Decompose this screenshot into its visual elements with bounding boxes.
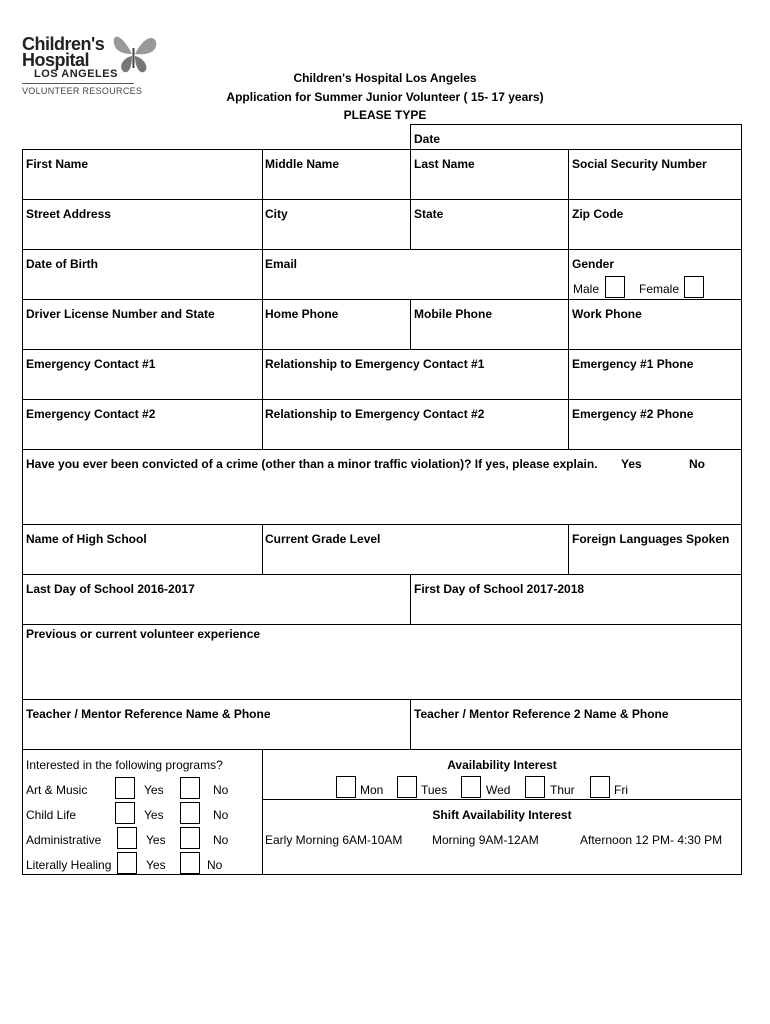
program-child-life-label: Child Life	[26, 808, 77, 822]
day-tues-label: Tues	[421, 783, 448, 797]
day-thur-label: Thur	[550, 783, 575, 797]
shift-heading: Shift Availability Interest	[432, 808, 572, 822]
gender-label: Gender	[572, 257, 615, 271]
program-no-label: No	[213, 833, 229, 847]
emergency-2-phone-label: Emergency #2 Phone	[572, 407, 694, 421]
form-title: Application for Summer Junior Volunteer ( 15- 17 years)	[226, 90, 544, 104]
availability-heading: Availability Interest	[447, 758, 557, 772]
city-label: City	[265, 207, 288, 221]
program-art-music-yes-checkbox[interactable]	[115, 777, 135, 799]
first-day-label: First Day of School 2017-2018	[414, 582, 585, 596]
program-no-label: No	[213, 783, 229, 797]
street-address-label: Street Address	[26, 207, 111, 221]
dob-label: Date of Birth	[26, 257, 98, 271]
middle-name-label: Middle Name	[265, 157, 340, 171]
home-phone-label: Home Phone	[265, 307, 339, 321]
high-school-label: Name of High School	[26, 532, 147, 546]
emergency-1-relationship-label: Relationship to Emergency Contact #1	[265, 357, 485, 371]
day-mon-checkbox[interactable]	[336, 776, 356, 798]
program-administrative-no-checkbox[interactable]	[180, 827, 200, 849]
first-name-label: First Name	[26, 157, 89, 171]
emergency-2-relationship-label: Relationship to Emergency Contact #2	[265, 407, 485, 421]
day-wed-label: Wed	[486, 783, 511, 797]
programs-heading: Interested in the following programs?	[26, 758, 223, 772]
shift-early-morning: Early Morning 6AM-10AM	[265, 833, 403, 847]
instruction: PLEASE TYPE	[343, 108, 427, 122]
languages-label: Foreign Languages Spoken	[572, 532, 730, 546]
org-name: Children's Hospital Los Angeles	[293, 71, 477, 85]
program-child-life-yes-checkbox[interactable]	[115, 802, 135, 824]
shift-afternoon: Afternoon 12 PM- 4:30 PM	[580, 833, 723, 847]
emergency-contact-2-label: Emergency Contact #2	[26, 407, 156, 421]
day-fri-checkbox[interactable]	[590, 776, 610, 798]
program-yes-label: Yes	[146, 858, 166, 872]
last-name-label: Last Name	[414, 157, 475, 171]
program-yes-label: Yes	[144, 808, 164, 822]
day-mon-label: Mon	[360, 783, 384, 797]
gender-female-checkbox[interactable]	[684, 276, 704, 298]
day-fri-label: Fri	[614, 783, 628, 797]
emergency-contact-1-label: Emergency Contact #1	[26, 357, 156, 371]
license-label: Driver License Number and State	[26, 307, 215, 321]
program-literally-healing-no-checkbox[interactable]	[180, 852, 200, 874]
date-label: Date	[414, 132, 441, 146]
logo-line-3: LOS ANGELES	[34, 68, 118, 80]
day-tues-checkbox[interactable]	[397, 776, 417, 798]
program-art-music-label: Art & Music	[26, 783, 88, 797]
reference-1-label: Teacher / Mentor Reference Name & Phone	[26, 707, 271, 721]
last-day-label: Last Day of School 2016-2017	[26, 582, 195, 596]
program-no-label: No	[207, 858, 223, 872]
program-art-music-no-checkbox[interactable]	[180, 777, 200, 799]
crime-no-label: No	[689, 457, 705, 471]
state-label: State	[414, 207, 444, 221]
program-administrative-label: Administrative	[26, 833, 102, 847]
day-thur-checkbox[interactable]	[525, 776, 545, 798]
crime-question: Have you ever been convicted of a crime (other than a minor traffic violation)? If yes, please explain.	[26, 457, 598, 471]
program-literally-healing-label: Literally Healing	[26, 858, 112, 872]
program-yes-label: Yes	[144, 783, 164, 797]
program-literally-healing-yes-checkbox[interactable]	[117, 852, 137, 874]
reference-2-label: Teacher / Mentor Reference 2 Name & Phone	[414, 707, 669, 721]
grade-level-label: Current Grade Level	[265, 532, 381, 546]
crime-yes-label: Yes	[621, 457, 642, 471]
emergency-1-phone-label: Emergency #1 Phone	[572, 357, 694, 371]
program-child-life-no-checkbox[interactable]	[180, 802, 200, 824]
ssn-label: Social Security Number	[572, 157, 707, 171]
program-no-label: No	[213, 808, 229, 822]
day-wed-checkbox[interactable]	[461, 776, 481, 798]
email-label: Email	[265, 257, 298, 271]
gender-male-label: Male	[573, 282, 600, 296]
work-phone-label: Work Phone	[572, 307, 642, 321]
shift-morning: Morning 9AM-12AM	[432, 833, 539, 847]
logo-line-1: Children's	[22, 34, 105, 54]
logo-tagline: VOLUNTEER RESOURCES	[22, 86, 143, 96]
program-yes-label: Yes	[146, 833, 166, 847]
gender-female-label: Female	[639, 282, 680, 296]
volunteer-experience-label: Previous or current volunteer experience	[26, 627, 261, 641]
gender-male-checkbox[interactable]	[605, 276, 625, 298]
zip-code-label: Zip Code	[572, 207, 624, 221]
mobile-phone-label: Mobile Phone	[414, 307, 492, 321]
program-administrative-yes-checkbox[interactable]	[117, 827, 137, 849]
logo-line-2: Hospital	[22, 50, 90, 70]
